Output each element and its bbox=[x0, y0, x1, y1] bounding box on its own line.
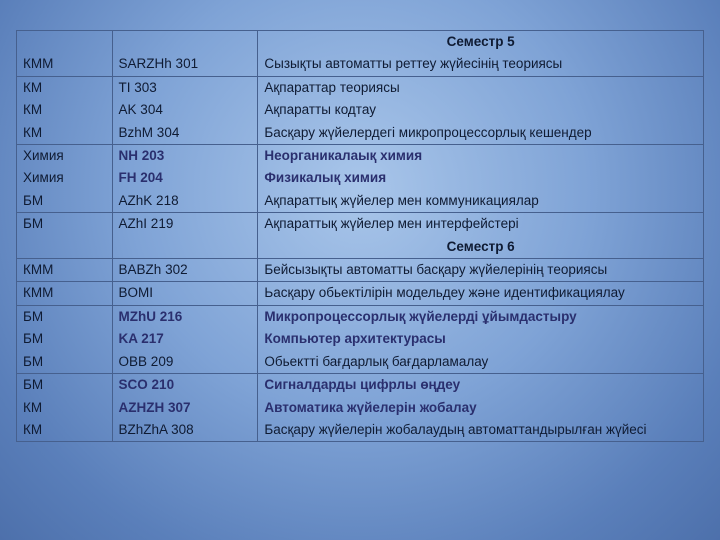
course-table bbox=[16, 30, 704, 442]
course-code-cell: MZhU 216 KA 217 OBB 209 bbox=[112, 305, 258, 373]
module-code-cell: КМ КМ КМ bbox=[17, 76, 113, 144]
table-row bbox=[17, 282, 704, 305]
module-code-cell: КММ bbox=[17, 31, 113, 77]
course-name-cell: Ақпараттар теориясы Ақпаратты кодтау Басқару жүйелердегі микропроцессорлық кешендер bbox=[258, 76, 704, 144]
course-name-cell: Микропроцессорлық жүйелерді ұйымдастыру Компьютер архитектурасы Обьектті бағдарлық бағдарламалау bbox=[258, 305, 704, 373]
course-code-cell: BABZh 302 bbox=[112, 259, 258, 282]
course-code-cell: SARZHh 301 bbox=[112, 31, 258, 77]
semester-6-title: Семестр 6 bbox=[446, 238, 515, 254]
table-row bbox=[17, 259, 704, 282]
course-code-cell: NH 203 FH 204 AZhK 218 bbox=[112, 145, 258, 213]
course-code-cell: TI 303 AK 304 BzhM 304 bbox=[112, 76, 258, 144]
module-code-cell: КММ bbox=[17, 282, 113, 305]
module-code-cell: БМ КМ КМ bbox=[17, 374, 113, 442]
module-code-cell: Химия Химия БМ bbox=[17, 145, 113, 213]
course-name-cell: Ьасқару обьектілірін модельдеу және идентификациялау bbox=[258, 282, 704, 305]
course-name-cell: Ақпараттық жүйелер мен интерфейстері Семестр 6 bbox=[258, 213, 704, 259]
course-name-cell: Неорганикалаық химия Физикалық химия Ақпараттық жүйелер мен коммуникациялар bbox=[258, 145, 704, 213]
course-name-cell: Бейсызықты автоматты басқару жүйелерінің теориясы bbox=[258, 259, 704, 282]
table-row bbox=[17, 305, 704, 373]
course-name-cell: Семестр 5 Сызықты автоматты реттеу жүйесінің теориясы bbox=[258, 31, 704, 77]
table-row bbox=[17, 145, 704, 213]
course-name-cell: Сигналдарды цифрлы өңдеу Автоматика жүйелерін жобалау Басқару жүйелерін жобалаудың автоматтандырылған жүйесі bbox=[258, 374, 704, 442]
course-code-cell: SCO 210 AZHZH 307 BZhZhA 308 bbox=[112, 374, 258, 442]
module-code-cell: БМ bbox=[17, 213, 113, 259]
table-row bbox=[17, 31, 704, 77]
semester-5-title: Семестр 5 bbox=[446, 34, 515, 49]
module-code-cell: БМ БМ БМ bbox=[17, 305, 113, 373]
module-code-cell: КММ bbox=[17, 259, 113, 282]
course-code-cell: AZhI 219 bbox=[112, 213, 258, 259]
course-code-cell: BOMI bbox=[112, 282, 258, 305]
table-row bbox=[17, 213, 704, 259]
table-row bbox=[17, 374, 704, 442]
table-row bbox=[17, 76, 704, 144]
